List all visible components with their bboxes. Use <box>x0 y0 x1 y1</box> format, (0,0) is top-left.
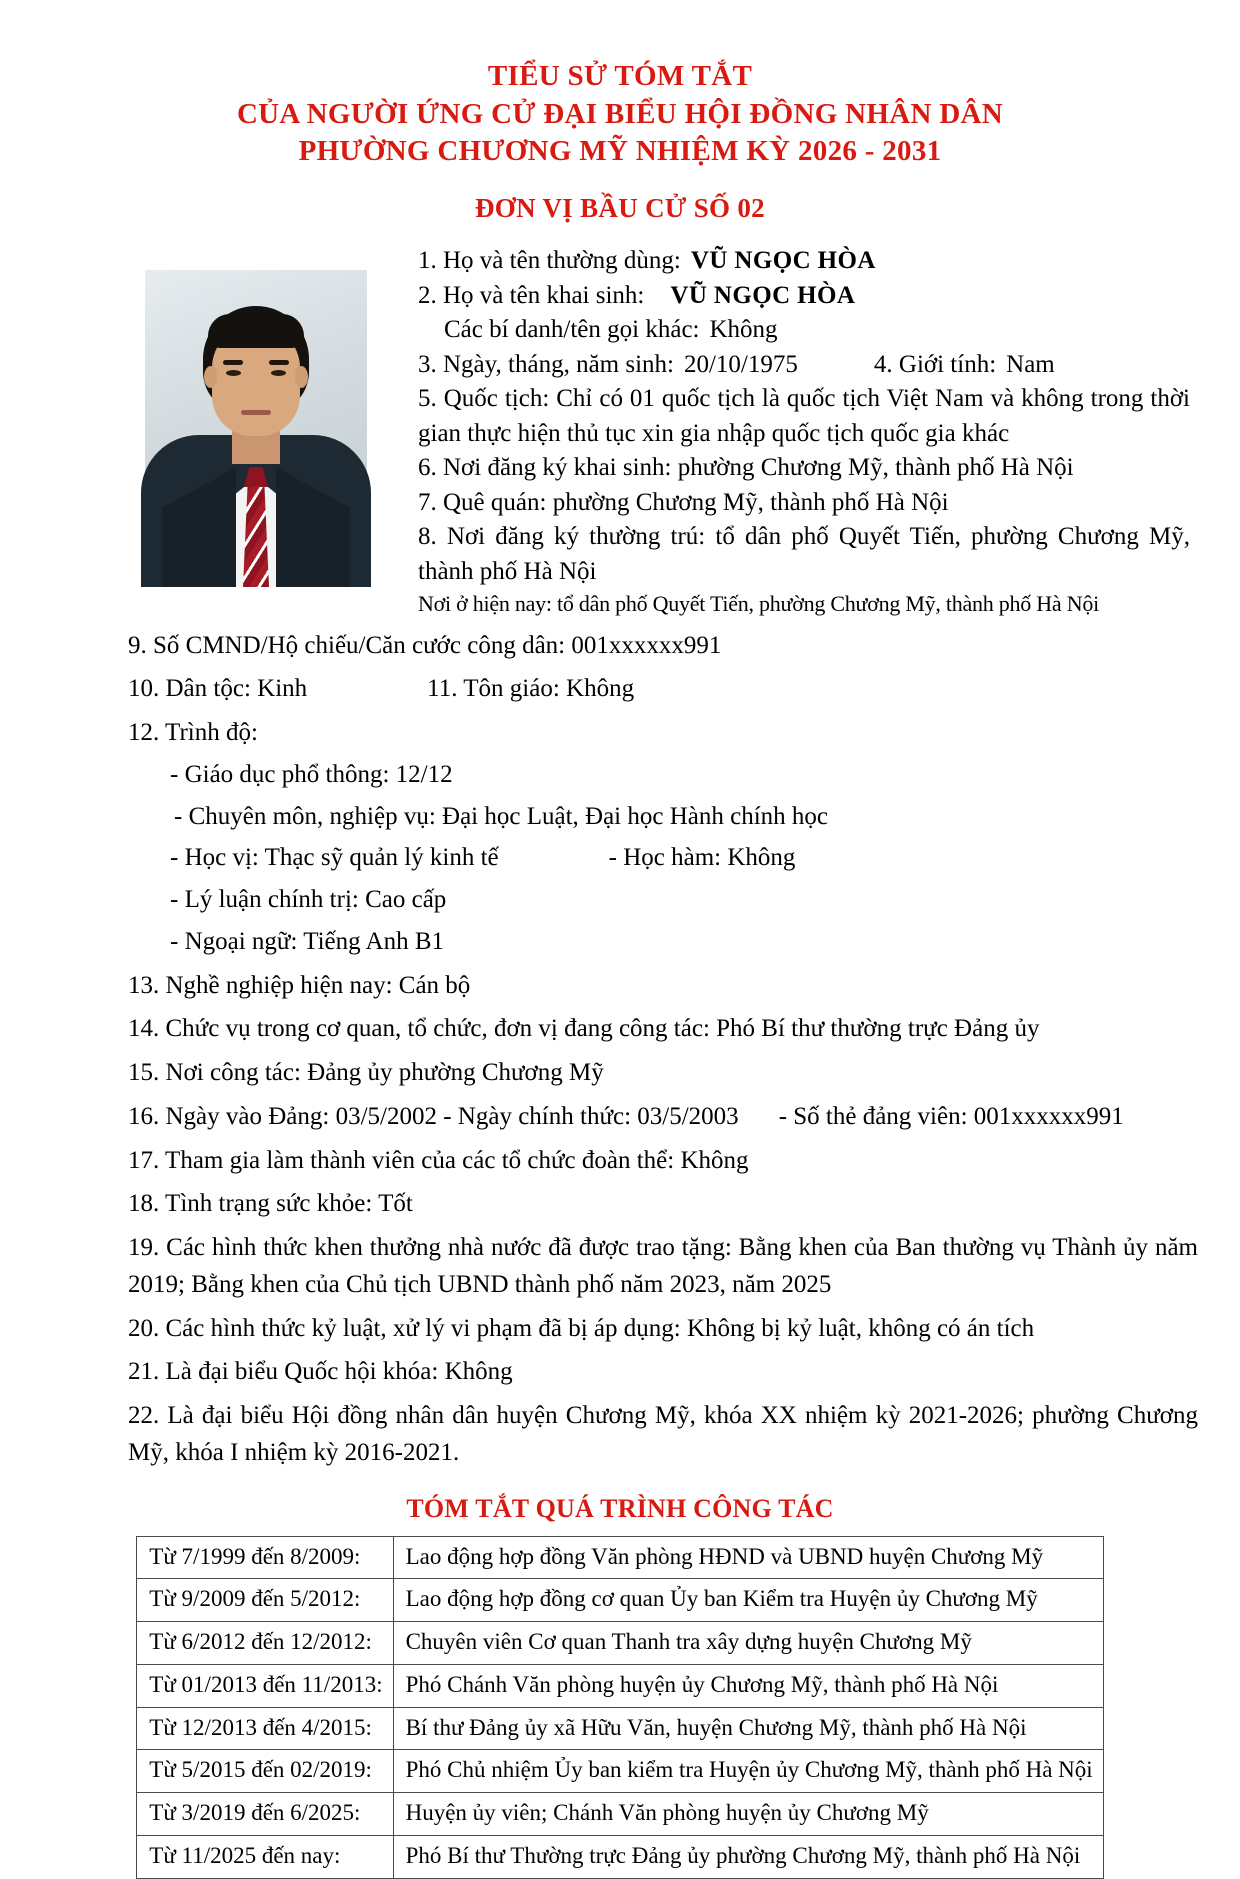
identity-fields <box>418 244 1190 619</box>
field-workplace: 15. Nơi công tác: Đảng ủy phường Chương Mỹ <box>128 1059 604 1087</box>
field-alias-value: Không <box>709 316 778 344</box>
field-academic-degree-row <box>128 840 1198 877</box>
career-role: Chuyên viên Cơ quan Thanh tra xây dựng huyện Chương Mỹ <box>393 1622 1103 1665</box>
career-role: Phó Chủ nhiệm Ủy ban kiểm tra Huyện ủy Chương Mỹ, thành phố Hà Nội <box>393 1750 1103 1793</box>
field-birth-name-value: VŨ NGỌC HÒA <box>670 281 856 309</box>
title-line-1: TIỂU SỬ TÓM TẮT <box>487 60 753 92</box>
career-period: Từ 5/2015 đến 02/2019: <box>137 1750 393 1793</box>
field-peoples-council: 22. Là đại biểu Hội đồng nhân dân huyện Chương Mỹ, khóa XX nhiệm kỳ 2021-2026; phường Chương Mỹ, khóa I nhiệm kỳ 2016-2021. <box>128 1402 1198 1466</box>
career-period: Từ 01/2013 đến 11/2013: <box>137 1664 393 1707</box>
field-current-position: 14. Chức vụ trong cơ quan, tổ chức, đơn vị đang công tác: Phó Bí thư thường trực Đảng ủy <box>128 1015 1040 1043</box>
field-ethnicity: 10. Dân tộc: Kinh <box>128 675 308 703</box>
career-period: Từ 12/2013 đến 4/2015: <box>137 1707 393 1750</box>
field-alias-label: Các bí danh/tên gọi khác: <box>444 316 700 344</box>
field-general-education: - Giáo dục phổ thông: 12/12 <box>170 760 453 788</box>
table-row <box>137 1707 1103 1750</box>
field-common-name <box>418 244 1190 279</box>
field-health-status: 18. Tình trạng sức khỏe: Tốt <box>128 1190 413 1218</box>
career-role: Lao động hợp đồng cơ quan Ủy ban Kiểm tra Huyện ủy Chương Mỹ <box>393 1579 1103 1622</box>
field-gender-label: 4. Giới tính: <box>873 350 997 378</box>
field-common-name-value: VŨ NGỌC HÒA <box>690 247 876 275</box>
electoral-unit-line: ĐƠN VỊ BẦU CỬ SỐ 02 <box>475 193 765 224</box>
field-academic-degree: - Học vị: Thạc sỹ quản lý kinh tế <box>170 844 499 872</box>
field-hometown: 7. Quê quán: phường Chương Mỹ, thành phố Hà Nội <box>418 488 949 516</box>
field-organizations: 17. Tham gia làm thành viên của các tổ chức đoàn thể: Không <box>128 1146 749 1174</box>
field-birthdate-value: 20/10/1975 <box>683 350 798 378</box>
field-party-join-date: 16. Ngày vào Đảng: 03/5/2002 - Ngày chính thức: 03/5/2003 <box>128 1102 739 1130</box>
table-row <box>137 1664 1103 1707</box>
field-national-assembly: 21. Là đại biểu Quốc hội khóa: Không <box>128 1358 513 1386</box>
career-role: Lao động hợp đồng Văn phòng HĐND và UBND huyện Chương Mỹ <box>393 1536 1103 1579</box>
field-birth-name <box>418 279 1190 314</box>
mouth-shape <box>241 410 271 415</box>
left-brow-shape <box>223 360 243 365</box>
field-academic-title: - Học hàm: Không <box>608 844 796 872</box>
field-religion: 11. Tôn giáo: Không <box>427 675 635 703</box>
career-period: Từ 9/2009 đến 5/2012: <box>137 1579 393 1622</box>
left-ear-shape <box>204 366 217 388</box>
right-ear-shape <box>295 366 308 388</box>
portrait-image <box>145 270 367 587</box>
table-row <box>137 1536 1103 1579</box>
career-period: Từ 11/2025 đến nay: <box>137 1835 393 1878</box>
field-awards: 19. Các hình thức khen thưởng nhà nước đã được trao tặng: Bằng khen của Ban thường vụ Thành ủy năm 2019; Bằng khen của Chủ tịch UBND thành phố năm 2023, năm 2025 <box>128 1234 1198 1298</box>
table-row <box>137 1835 1103 1878</box>
field-birthdate-gender <box>418 348 1190 383</box>
career-period: Từ 6/2012 đến 12/2012: <box>137 1622 393 1665</box>
field-common-name-label: 1. Họ và tên thường dùng: <box>418 247 681 275</box>
field-party-dates <box>128 1099 1198 1136</box>
field-disciplinary: 20. Các hình thức kỷ luật, xử lý vi phạm đã bị áp dụng: Không bị kỷ luật, không có án tích <box>128 1314 1035 1342</box>
field-birthdate-label: 3. Ngày, tháng, năm sinh: <box>418 350 674 378</box>
field-political-theory: - Lý luận chính trị: Cao cấp <box>170 886 447 914</box>
field-current-occupation: 13. Nghề nghiệp hiện nay: Cán bộ <box>128 971 471 999</box>
field-nationality: 5. Quốc tịch: Chỉ có 01 quốc tịch là quốc tịch Việt Nam và không trong thời gian thực hiện thủ tục xin gia nhập quốc tịch quốc gia khác <box>418 385 1190 447</box>
table-row <box>137 1750 1103 1793</box>
identity-block <box>0 244 1240 619</box>
career-period: Từ 3/2019 đến 6/2025: <box>137 1793 393 1836</box>
field-foreign-language: - Ngoại ngữ: Tiếng Anh B1 <box>170 927 444 955</box>
field-party-card-number: - Số thẻ đảng viên: 001xxxxxx991 <box>778 1102 1124 1130</box>
career-role: Phó Chánh Văn phòng huyện ủy Chương Mỹ, thành phố Hà Nội <box>393 1664 1103 1707</box>
career-table-body <box>137 1536 1103 1878</box>
career-table-title: TÓM TẮT QUÁ TRÌNH CÔNG TÁC <box>406 1493 834 1523</box>
career-period: Từ 7/1999 đến 8/2009: <box>137 1536 393 1579</box>
field-professional-qualification: - Chuyên môn, nghiệp vụ: Đại học Luật, Đại học Hành chính học <box>174 802 829 830</box>
table-row <box>137 1579 1103 1622</box>
career-role: Huyện ủy viên; Chánh Văn phòng huyện ủy Chương Mỹ <box>393 1793 1103 1836</box>
field-permanent-residence: 8. Nơi đăng ký thường trú: tổ dân phố Quyết Tiến, phường Chương Mỹ, thành phố Hà Nội <box>418 523 1190 585</box>
document-header <box>0 0 1240 226</box>
fringe-shape <box>208 314 304 348</box>
candidate-photo <box>145 270 367 587</box>
table-row <box>137 1622 1103 1665</box>
field-birth-registration: 6. Nơi đăng ký khai sinh: phường Chương Mỹ, thành phố Hà Nội <box>418 454 1074 482</box>
title-line-3: PHƯỜNG CHƯƠNG MỸ NHIỆM KỲ 2026 - 2031 <box>298 135 942 168</box>
biography-fields <box>0 628 1240 1472</box>
field-education-heading: 12. Trình độ: <box>128 719 258 747</box>
right-brow-shape <box>269 360 289 365</box>
table-row <box>137 1793 1103 1836</box>
field-ethnicity-religion <box>128 671 1198 708</box>
career-history-table <box>136 1536 1103 1879</box>
field-birth-name-label: 2. Họ và tên khai sinh: <box>418 281 645 309</box>
field-current-residence: Nơi ở hiện nay: tổ dân phố Quyết Tiến, phường Chương Mỹ, thành phố Hà Nội <box>418 591 1099 617</box>
field-gender-value: Nam <box>1006 350 1055 378</box>
career-role: Bí thư Đảng ủy xã Hữu Văn, huyện Chương Mỹ, thành phố Hà Nội <box>393 1707 1103 1750</box>
title-line-2: CỦA NGƯỜI ỨNG CỬ ĐẠI BIỂU HỘI ĐỒNG NHÂN DÂN <box>236 97 1004 130</box>
field-alias <box>418 313 1190 348</box>
career-role: Phó Bí thư Thường trực Đảng ủy phường Chương Mỹ, thành phố Hà Nội <box>393 1835 1103 1878</box>
field-id-number: 9. Số CMND/Hộ chiếu/Căn cước công dân: 001xxxxxx991 <box>128 631 722 659</box>
